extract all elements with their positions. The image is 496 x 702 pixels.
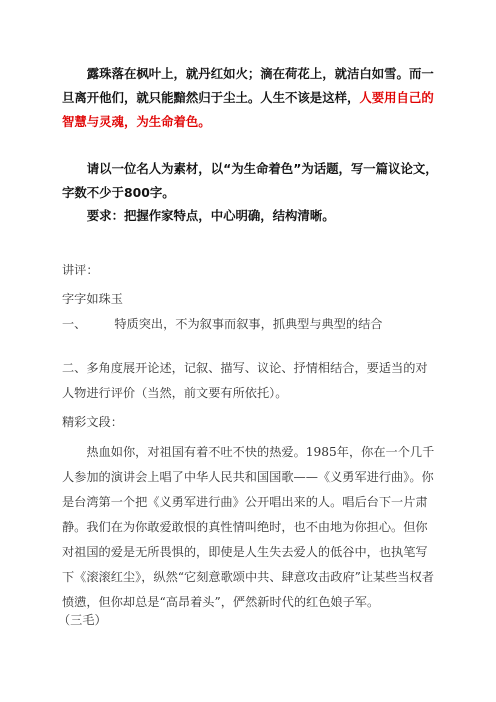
review-subheading: 字字如珠玉 <box>62 292 123 306</box>
point-1-number: 一、 <box>62 317 87 331</box>
excerpt-paragraph: 热血如你，对祖国有着不吐不快的热爱。1985年，你在一个几千人参加的演讲会上唱了中华人民共和国国歌——《义勇军进行曲》。你是台湾第一个把《义勇军进行曲》公开唱出来的人。唱后台下一片肃静。我们在为你敢爱敢恨的真性情叫绝时，也不由地为你担心。但你对祖国的爱是无所畏惧的，即使是人生失去爱人的低谷中，也执笔写下《滚滚红尘》，纵然“它刻意歌颂中共、肆意攻击政府”让某些当权者愤懑，但你却总是“高昂着头”，俨然新时代的红色娘子军。 <box>62 445 435 609</box>
task-paragraph: 请以一位名人为素材，以“为生命着色”为话题，写一篇议论文，字数不少于800字。 <box>62 161 438 200</box>
review-heading: 讲评： <box>62 263 99 277</box>
prompt-paragraph <box>62 62 438 134</box>
excerpt-attribution: （三毛） <box>58 613 107 627</box>
prompt-highlight: 人要用自己的智慧与灵魂，为生命着色。 <box>62 90 434 129</box>
review-point-2: 二、多角度展开论述，记叙、描写、议论、抒情相结合，要适当的对人物进行评价（当然，前文要有所依托）。 <box>62 361 428 400</box>
prompt-text: 露珠落在枫叶上，就丹红如火；滴在荷花上，就洁白如雪。而一旦离开他们，就只能黯然归于尘土。人生不该是这样， <box>62 66 434 105</box>
point-1-text: 特质突出，不为叙事而叙事，抓典型与典型的结合 <box>114 317 383 331</box>
excerpt-label: 精彩文段： <box>62 415 123 429</box>
requirements-paragraph: 要求：把握作家特点，中心明确，结构清晰。 <box>86 208 335 223</box>
review-point-1 <box>62 314 438 334</box>
